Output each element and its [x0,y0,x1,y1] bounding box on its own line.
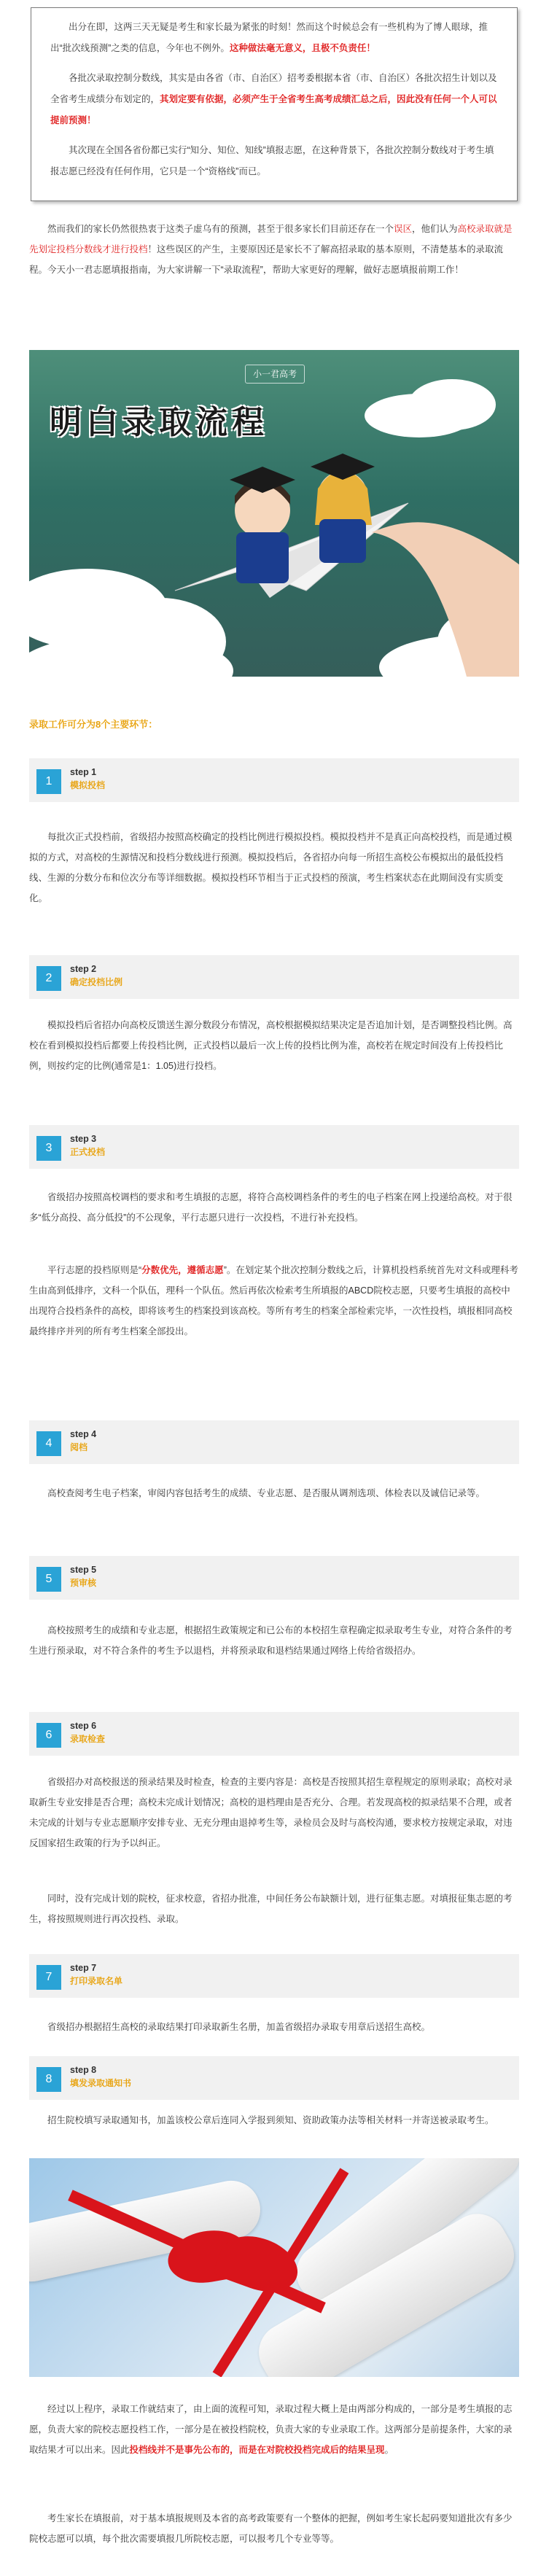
diploma-photo [29,2158,519,2377]
intro-paragraph-1: 出分在即，这两三天无疑是考生和家长最为紧张的时刻！然而这个时候总会有一些机构为了博人眼球，推出“批次线预测”之类的信息，今年也不例外。这种做法毫无意义，且极不负责任！ [50,22,488,53]
step-number-badge: 2 [36,966,61,991]
step-6-header [29,1712,519,1756]
summary-paragraph-2: 考生家长在填报前，对于基本填报规则及本省的高考政策要有一个整体的把握，例如考生家长起码要知道批次有多少院校志愿可以填，每个批次需要填报几所院校志愿，可以报考几个专业等等。 [29,2513,513,2544]
step-name: 预审核 [70,1578,97,1588]
step-3-header [29,1125,519,1169]
brand-logo: 小一君高考 [245,365,305,384]
summary-paragraph-1: 经过以上程序，录取工作就结束了，由上面的流程可知，录取过程大概上是由两部分构成的，一部分是考生填报的志愿，负责大家的院校志愿投档工作，一部分是在被投档院校，负责大家的专业录取工作。这两部分是前提条件，大家的录取结果才可以出来。因此投档线并不是事先公布的，而是在对院校投档完成后的结果呈现。 [29,2404,513,2455]
step-label: step 5 [70,1565,97,1575]
step-2-text: 模拟投档后省招办向高校反馈送生源分数段分布情况，高校根据模拟结果决定是否追加计划，是否调整投档比例。高校在看到模拟投档后都要上传投档比例，正式投档以最后一次上传的投档比例为准，高校若在规定时间没有上传投档比例，则按约定的比例(通常是1：1.05)进行投档。 [29,1020,513,1071]
step-number-badge: 4 [36,1431,61,1456]
step-name: 模拟投档 [70,780,106,790]
step-label: step 4 [70,1429,97,1439]
paper-plane-illustration [29,350,519,677]
lead-paragraph: 然而我们的家长仍然很热衷于这类子虚乌有的预测，甚至于很多家长们目前还存在一个误区，他们认为高校录取就是先划定投档分数线才进行投档！这些误区的产生，主要原因还是家长不了解高招录取的基本原则，不清楚基本的录取流程。今天小一君志愿填报指南，为大家讲解一下“录取流程”，帮助大家更好的理解，做好志愿填报前期工作！ [29,224,513,275]
step-6-text-1: 省级招办对高校报送的预录结果及时检查，检查的主要内容是：高校是否按照其招生章程规定的原则录取；高校对录取新生专业安排是否合理；高校未完成计划情况；高校的退档理由是否充分、合理。若发现高校的拟录结果不合理，或者未完成的计划与专业志愿顺序安排专业、无充分理由退掉考生等，录检员会及时与高校沟通，要求校方按规定录取，对违反国家招生政策的行为予以纠正。 [29,1777,513,1848]
step-7-text: 省级招办根据招生高校的录取结果打印录取新生名册，加盖省级招办录取专用章后送招生高校。 [47,2022,431,2032]
step-name: 录取检查 [70,1734,106,1744]
step-label: step 7 [70,1963,97,1973]
step-5-text: 高校按照考生的成绩和专业志愿，根据招生政策规定和已公布的本校招生章程确定拟录取考生专业，对符合条件的考生进行预录取，对不符合条件的考生予以退档，并将预录取和退档结果通过网络上传给省级招办。 [29,1625,513,1656]
step-name: 正式投档 [70,1147,106,1157]
step-5-header [29,1556,519,1600]
step-number-badge: 3 [36,1136,61,1161]
step-2-header [29,955,519,999]
step-name: 阅档 [70,1442,88,1452]
step-4-text: 高校查阅考生电子档案，审阅内容包括考生的成绩、专业志愿、是否服从调剂选项、体检表以及诚信记录等。 [47,1488,486,1498]
step-8-header [29,2056,519,2100]
section-title: 录取工作可分为8个主要环节： [29,719,158,730]
intro-box [31,7,518,201]
step-3-text-2: 平行志愿的投档原则是“分数优先，遵循志愿”。在划定某个批次控制分数线之后，计算机投档系统首先对文科或理科考生由高到低排序，文科一个队伍，理科一个队伍。然后再依次检索考生所填报的ABCD院校志愿，只要考生填报的高校中出现符合投档条件的高校，即将该考生的档案投到该高校。等所有考生的档案全部检索完毕，一次性投档，填报相同高校最终排序并列的所有考生档案全部投出。 [29,1265,518,1336]
step-label: step 2 [70,964,97,974]
intro-paragraph-3: 其次现在全国各省份都已实行“知分、知位、知线”填报志愿，在这种背景下，各批次控制分数线对于考生填报志愿已经没有任何作用，它只是一个“资格线”而已。 [50,145,494,176]
step-name: 打印录取名单 [70,1976,123,1986]
step-number-badge: 5 [36,1567,61,1592]
step-number-badge: 8 [36,2067,61,2092]
step-4-header [29,1420,519,1464]
step-3-text-1: 省级招办按照高校调档的要求和考生填报的志愿，将符合高校调档条件的考生的电子档案在网上投递给高校。对于很多“低分高投、高分低投”的不公现象，平行志愿只进行一次投档，不进行补充投档。 [29,1192,513,1223]
step-name: 确定投档比例 [70,977,123,987]
step-number-badge: 6 [36,1723,61,1748]
step-1-header [29,758,519,802]
step-label: step 6 [70,1721,97,1731]
step-label: step 1 [70,767,97,777]
step-8-text: 招生院校填写录取通知书，加盖该校公章后连同入学报到须知、资助政策办法等相关材料一并寄送被录取考生。 [47,2115,494,2125]
step-7-header [29,1954,519,1998]
banner-title: 明白录取流程 [50,405,268,440]
step-6-text-2: 同时，没有完成计划的院校，征求校意，省招办批准，中间任务公布缺额计划，进行征集志愿。对填报征集志愿的考生，将按照规则进行再次投档、录取。 [29,1894,513,1924]
step-1-text: 每批次正式投档前，省级招办按照高校确定的投档比例进行模拟投档。模拟投档并不是真正向高校投档，而是通过模拟的方式，对高校的生源情况和投档分数线进行预测。模拟投档后，各省招办向每一所招生高校公布模拟出的最低投档线、生源的分数分布和位次分布等详细数据。模拟投档环节相当于正式投档的预演，考生档案状态在此期间没有实质变化。 [29,832,513,903]
step-name: 填发录取通知书 [70,2078,132,2088]
step-number-badge: 7 [36,1965,61,1990]
step-number-badge: 1 [36,769,61,794]
step-label: step 3 [70,1134,97,1144]
banner-image [29,350,519,677]
intro-paragraph-2: 各批次录取控制分数线，其实是由各省（市、自治区）招考委根据本省（市、自治区）各批次招生计划以及全省考生成绩分布划定的，其划定要有依据，必须产生于全省考生高考成绩汇总之后，因此没有任何一个人可以提前预测！ [50,73,497,125]
step-label: step 8 [70,2065,97,2075]
